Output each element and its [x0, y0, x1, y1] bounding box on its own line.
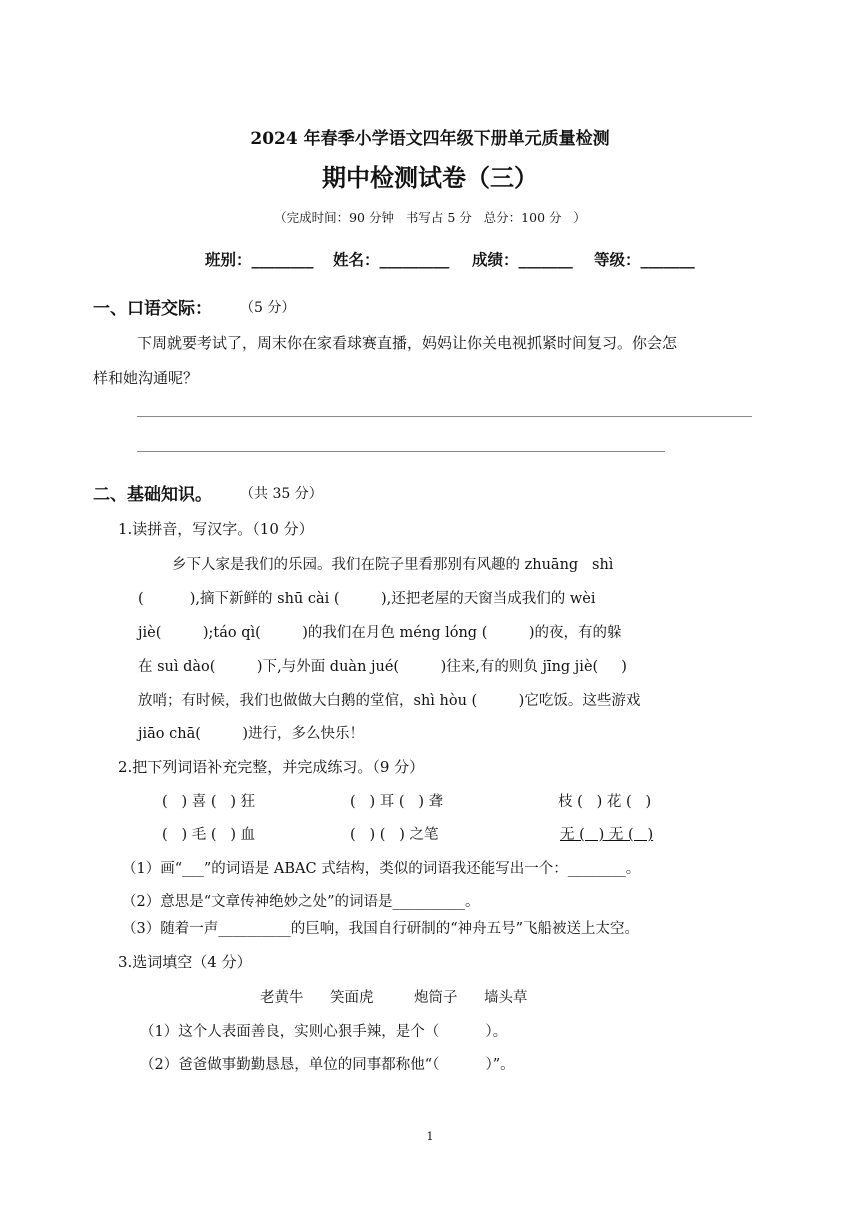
q2-word-underlined: 无 ( ) 无 ( )	[560, 827, 654, 843]
answer-line-2[interactable]	[137, 451, 665, 452]
q1-line: 乡下人家是我们的乐园。我们在院子里看那别有风趣的 zhuāng shì	[172, 557, 614, 573]
q1-line: 在 suì dào( )下,与外面 duàn jué( )往来,有的则负 jīng jiè( )	[138, 659, 627, 675]
section1-prompt-line1: 下周就要考试了，周末你在家看球赛直播，妈妈让你关电视抓紧时间复习。你会怎	[137, 334, 678, 352]
q2-word: 枝 ( ) 花 ( )	[558, 794, 652, 810]
section1-points: （5 分）	[240, 300, 296, 316]
q3-option: 墙头草	[484, 990, 528, 1006]
q3-sub1: （1）这个人表面善良，实则心狠手辣，是个（ ）。	[140, 1024, 508, 1040]
q2-word: ( ) 毛 ( ) 血	[162, 827, 256, 843]
q2-word: ( ) ( ) 之笔	[350, 827, 439, 843]
class-field[interactable]: 班别：________	[205, 251, 314, 269]
q1-title: 1.读拼音，写汉字。（10 分）	[118, 520, 314, 538]
score-field[interactable]: 成绩：_______	[472, 251, 573, 269]
grade-field[interactable]: 等级：_______	[594, 251, 695, 269]
q2-sub2: （2）意思是“文章传神绝妙之处”的词语是__________。	[122, 894, 480, 910]
exam-time-note: （完成时间：90 分钟 书写占 5 分 总分：100 分 ）	[274, 210, 586, 225]
q3-option: 老黄牛	[260, 990, 304, 1006]
answer-line-1[interactable]	[137, 416, 752, 417]
q3-sub2: （2）爸爸做事勤勤恳恳，单位的同事都称他“（ ）”。	[140, 1057, 515, 1073]
section2-points: （共 35 分）	[240, 486, 323, 502]
section1-title: 一、口语交际：	[93, 299, 212, 319]
q2-sub1: （1）画“___”的词语是 ABAC 式结构，类似的词语我还能写出一个：________。	[122, 861, 641, 877]
section2-title: 二、基础知识。	[93, 485, 212, 505]
q2-title: 2.把下列词语补充完整，并完成练习。（9 分）	[118, 758, 425, 776]
q1-line: 放哨；有时候，我们也做做大白鹅的堂倌，shì hòu ( )它吃饭。这些游戏	[138, 693, 641, 709]
q2-word: ( ) 耳 ( ) 聋	[350, 794, 444, 810]
name-field[interactable]: 姓名：_________	[333, 251, 450, 269]
exam-title: 期中检测试卷（三）	[322, 163, 538, 192]
exam-series-title: 2024 年春季小学语文四年级下册单元质量检测	[250, 129, 610, 149]
page-number: 1	[426, 1130, 434, 1143]
q3-option: 炮筒子	[414, 990, 458, 1006]
q3-option: 笑面虎	[330, 990, 374, 1006]
q1-line: jiāo chā( )进行，多么快乐！	[138, 726, 365, 742]
q2-sub3: （3）随着一声__________的巨响，我国自行研制的“神舟五号”飞船被送上太空。	[122, 921, 640, 937]
q1-line: jiè( );táo qì( )的我们在月色 méng lóng ( )的夜，有的躲	[138, 625, 622, 641]
section1-prompt-line2: 样和她沟通呢？	[93, 369, 199, 387]
q2-word: ( ) 喜 ( ) 狂	[162, 794, 256, 810]
q3-title: 3.选词填空（4 分）	[118, 953, 252, 971]
q1-line: ( ),摘下新鲜的 shū cài ( ),还把老屋的天窗当成我们的 wèi	[138, 591, 596, 607]
